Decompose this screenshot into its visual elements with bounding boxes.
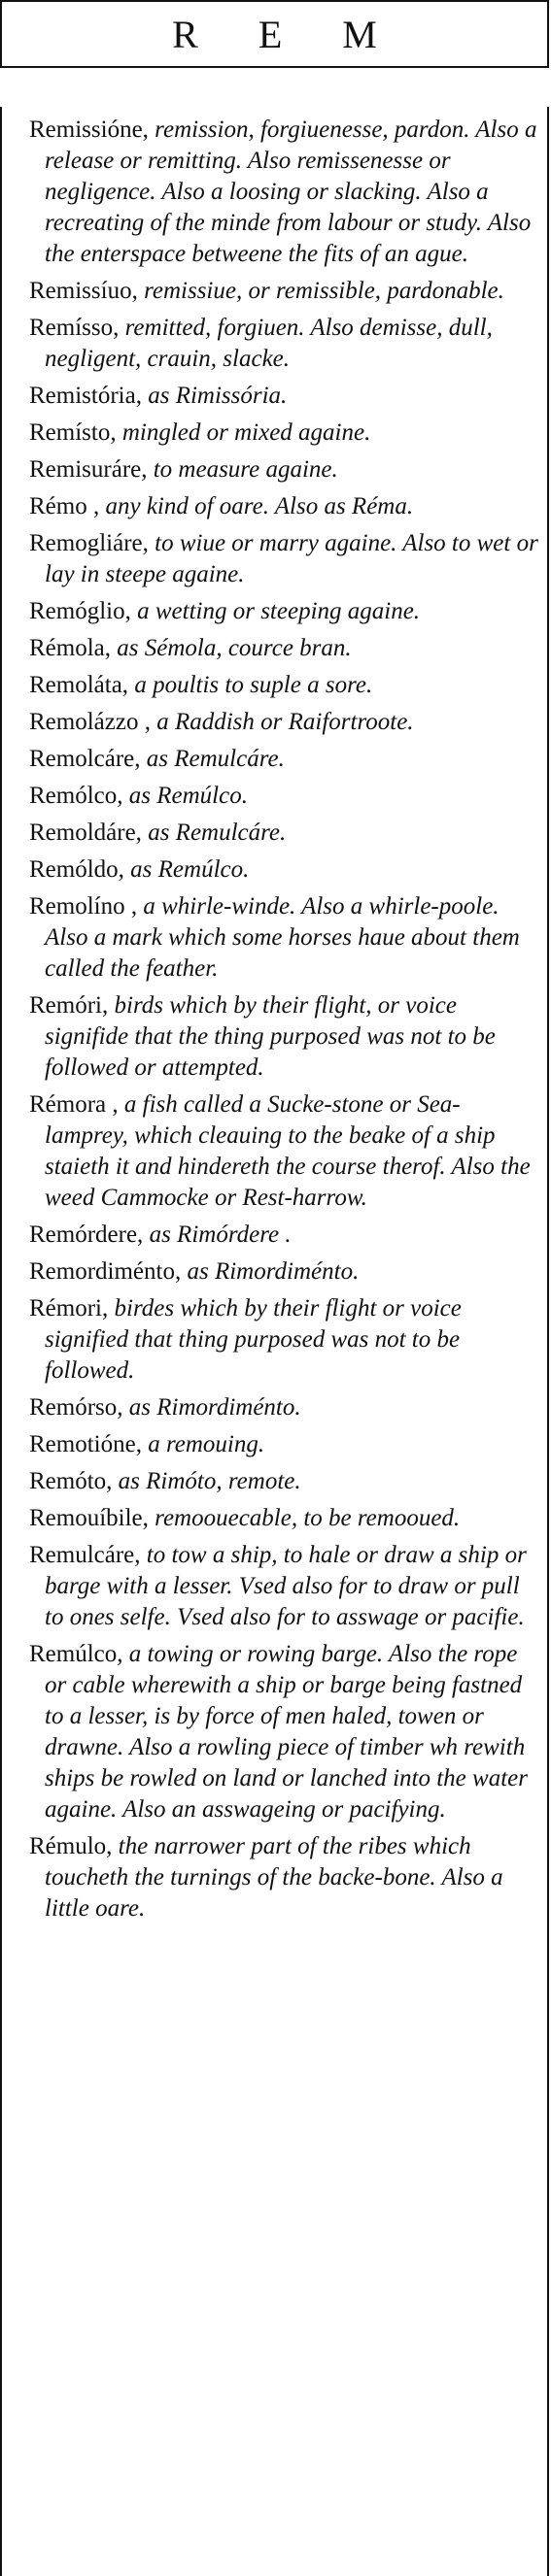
entry-definition: as Rimissória. <box>141 383 288 409</box>
entry-definition: a whirle-winde. Also a whirle-poole. Also a mark which some horses haue about them called the feather. <box>45 893 520 982</box>
dictionary-entry <box>29 1392 539 1423</box>
entry-definition: as Sémola, cource bran. <box>111 635 352 661</box>
entry-headword: Remolcáre, <box>29 746 141 772</box>
entry-headword: Remolíno , <box>29 893 138 920</box>
entry-headword: Remísto, <box>29 419 117 446</box>
entry-definition: as Rimóto, remote. <box>112 1468 301 1494</box>
entry-definition: birdes which by their flight or voice signified that thing purposed was not to be followed. <box>45 1295 462 1384</box>
dictionary-entry <box>29 707 539 738</box>
entry-headword: Remoldáre, <box>29 820 142 846</box>
entry-headword: Remordiménto, <box>29 1258 182 1285</box>
dictionary-entry <box>29 491 539 522</box>
dictionary-entry <box>29 1256 539 1288</box>
entry-definition: the narrower part of the ribes which toucheth the turnings of the backe-bone. Also a little oare. <box>45 1833 503 1922</box>
dictionary-entry <box>29 1540 539 1633</box>
entry-definition: a poultis to suple a sore. <box>128 672 373 698</box>
entry-definition: mingled or mixed againe. <box>116 419 371 446</box>
dictionary-entry <box>29 633 539 664</box>
entry-definition: as Rimordiménto. <box>181 1258 360 1285</box>
entry-headword: Remóri, <box>29 992 109 1019</box>
entry-definition: as Remulcáre. <box>140 746 285 772</box>
entry-headword: Remoláta, <box>29 672 129 698</box>
entry-definition: any kind of oare. Also as Réma. <box>99 493 414 519</box>
dictionary-entry <box>29 115 539 270</box>
entry-definition: birds which by their flight, or voice signifide that the thing purposed was not to be followed or attempted. <box>45 992 496 1081</box>
entry-headword: Rémori, <box>29 1295 109 1321</box>
dictionary-entry <box>29 990 539 1084</box>
dictionary-entry <box>29 381 539 412</box>
dictionary-entry <box>29 276 539 307</box>
entry-definition: to measure againe. <box>147 456 338 483</box>
entry-definition: a towing or rowing barge. Also the rope or cable wherewith a ship or barge being fastned to a lesser, is by force of men haled, towen or drawne. Also a rowling piece of timber wh rewith ships be rowled on land or lanched into the water againe. Also an asswageing or pacifying. <box>45 1641 528 1823</box>
entry-definition: remitted, forgiuen. Also demisse, dull, negligent, crauin, slacke. <box>45 315 493 372</box>
entry-definition: to tow a ship, to hale or draw a ship or barge with a lesser. Vsed also for to draw or pull to ones selfe. Vsed also for to asswage or pacifie. <box>45 1542 527 1630</box>
dictionary-entry <box>29 454 539 485</box>
entry-definition: as Remulcáre. <box>141 820 287 846</box>
dictionary-entry <box>29 1293 539 1387</box>
entry-headword: Remouíbile, <box>29 1505 149 1531</box>
entry-headword: Rémulo, <box>29 1833 113 1859</box>
dictionary-entry <box>29 313 539 375</box>
entry-headword: Remissióne, <box>29 117 149 143</box>
entry-definition: as Rimórdere . <box>143 1221 292 1248</box>
entry-headword: Remúlco, <box>29 1641 123 1667</box>
entry-definition: remoouecable, to be remooued. <box>148 1505 461 1531</box>
entry-definition: as Rimordiménto. <box>122 1394 301 1421</box>
dictionary-entry <box>29 1831 539 1924</box>
entry-headword: Rémora , <box>29 1091 119 1118</box>
entry-definition: a remouing. <box>141 1431 265 1457</box>
entry-headword: Remulcáre, <box>29 1542 141 1568</box>
dictionary-entry <box>29 891 539 985</box>
entry-headword: Remistória, <box>29 383 142 409</box>
header-title: R E M <box>172 12 402 56</box>
dictionary-entry <box>29 1429 539 1460</box>
entry-definition: remission, forgiuenesse, pardon. Also a release or remitting. Also remissenesse or negligence. Also a loosing or slacking. Also a recreating of the minde from labour or study. Also the enterspace betweene the fits of an ague. <box>45 117 537 267</box>
entry-definition: as Remúlco. <box>123 856 250 883</box>
entry-definition: remissiue, or remissible, pardonable. <box>137 278 504 304</box>
entry-headword: Remotióne, <box>29 1431 142 1457</box>
dictionary-entry <box>29 1220 539 1251</box>
entry-headword: Remóldo, <box>29 856 124 883</box>
entry-definition: as Remúlco. <box>122 783 248 809</box>
dictionary-entry <box>29 596 539 627</box>
dictionary-entry <box>29 781 539 812</box>
dictionary-entry <box>29 854 539 886</box>
dictionary-entry <box>29 1466 539 1497</box>
dictionary-entry <box>29 528 539 590</box>
dictionary-entry <box>29 1503 539 1534</box>
entry-headword: Remóglio, <box>29 598 131 624</box>
entry-headword: Rémo , <box>29 493 100 519</box>
entry-definition: to wiue or marry againe. Also to wet or lay in steepe againe. <box>45 530 538 587</box>
dictionary-entry <box>29 418 539 449</box>
dictionary-entry <box>29 1639 539 1825</box>
entry-headword: Remólco, <box>29 783 123 809</box>
dictionary-entry <box>29 1089 539 1214</box>
entry-headword: Remórdere, <box>29 1221 144 1248</box>
dictionary-entry <box>29 670 539 701</box>
entry-definition: a fish called a Sucke-stone or Sea-lamprey, which cleauing to the beake of a ship staieth it and hindereth the course therof. Also the weed Cammocke or Rest-harrow. <box>45 1091 531 1211</box>
entries-column <box>0 107 549 2576</box>
dictionary-entry <box>29 818 539 849</box>
entry-headword: Rémola, <box>29 635 112 661</box>
entry-headword: Remogliáre, <box>29 530 149 556</box>
entry-headword: Remolázzo , <box>29 709 151 735</box>
dictionary-entry <box>29 744 539 775</box>
entry-definition: a wetting or steeping againe. <box>130 598 421 624</box>
entry-headword: Remisuráre, <box>29 456 148 483</box>
entry-headword: Remóto, <box>29 1468 113 1494</box>
entry-headword: Remórso, <box>29 1394 123 1421</box>
entry-definition: a Raddish or Raifortroote. <box>150 709 414 735</box>
page-header <box>0 0 549 68</box>
entry-headword: Remissíuo, <box>29 278 138 304</box>
entry-headword: Remísso, <box>29 315 120 341</box>
